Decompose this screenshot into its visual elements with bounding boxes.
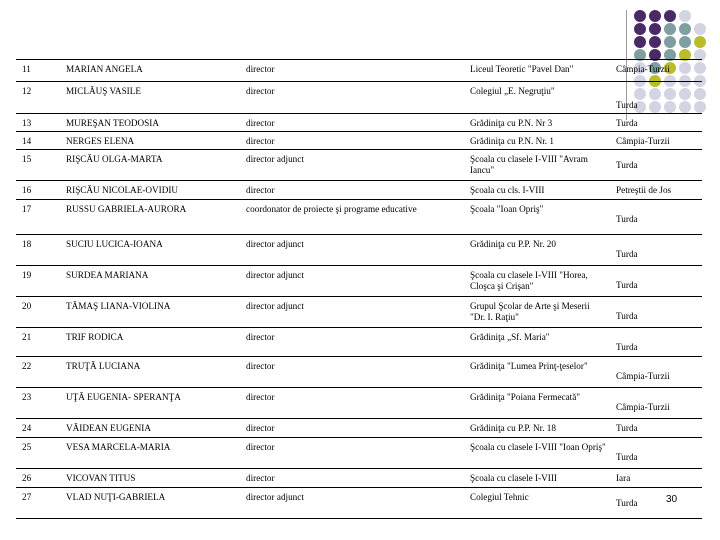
locality-name: Turda — [610, 150, 702, 181]
person-function: director — [240, 132, 464, 150]
person-function: director — [240, 469, 464, 488]
institution-name: Grădiniţa "Poiana Fermecată" — [464, 388, 610, 419]
decorative-dot — [694, 36, 706, 48]
locality-name: Turda — [610, 419, 702, 438]
person-name: RIŞCĂU OLGA-MARTA — [60, 150, 240, 181]
decorative-dot — [649, 10, 661, 22]
person-function: director adjunct — [240, 266, 464, 297]
person-function: director — [240, 438, 464, 469]
person-function: director adjunct — [240, 235, 464, 266]
person-function: director adjunct — [240, 488, 464, 519]
table-row — [16, 357, 702, 388]
person-function: director — [240, 82, 464, 114]
decorative-dot — [649, 23, 661, 35]
row-number: 13 — [16, 114, 60, 132]
decorative-dot — [664, 23, 676, 35]
locality-name: Turda — [610, 200, 702, 235]
person-function: director adjunct — [240, 150, 464, 181]
decorative-dot — [634, 10, 646, 22]
person-function: coordonator de proiecte şi programe educative — [240, 200, 464, 235]
row-number: 25 — [16, 438, 60, 469]
row-number: 12 — [16, 82, 60, 114]
decorative-dot — [679, 23, 691, 35]
institution-name: Grădiniţa cu P.P. Nr. 18 — [464, 419, 610, 438]
locality-name: Turda — [610, 297, 702, 328]
row-number: 23 — [16, 388, 60, 419]
locality-name: Turda — [610, 488, 702, 519]
person-name: TĂMAŞ LIANA-VIOLINA — [60, 297, 240, 328]
row-number: 15 — [16, 150, 60, 181]
row-number: 27 — [16, 488, 60, 519]
institution-name: Grădiniţa cu P.N. Nr. 1 — [464, 132, 610, 150]
decorative-dot — [679, 10, 691, 22]
institution-name: Grupul Şcolar de Arte şi Meserii "Dr. I. Raţiu" — [464, 297, 610, 328]
table-row — [16, 235, 702, 266]
person-function: director — [240, 60, 464, 82]
person-name: RUSSU GABRIELA-AURORA — [60, 200, 240, 235]
person-name: UŢĂ EUGENIA- SPERANŢA — [60, 388, 240, 419]
person-function: director — [240, 419, 464, 438]
person-function: director — [240, 357, 464, 388]
locality-name: Petreştii de Jos — [610, 181, 702, 200]
table-row — [16, 266, 702, 297]
decorative-dot — [694, 23, 706, 35]
table-row — [16, 60, 702, 82]
locality-name: Câmpia-Turzii — [610, 388, 702, 419]
decorative-dot — [634, 36, 646, 48]
locality-name: Turda — [610, 235, 702, 266]
person-name: TRUŢĂ LUCIANA — [60, 357, 240, 388]
person-function: director — [240, 388, 464, 419]
person-function: director — [240, 181, 464, 200]
decorative-dot — [649, 36, 661, 48]
locality-name: Turda — [610, 114, 702, 132]
row-number: 16 — [16, 181, 60, 200]
person-name: VICOVAN TITUS — [60, 469, 240, 488]
directors-table — [16, 59, 702, 519]
institution-name: Şcoala "Ioan Opriş" — [464, 200, 610, 235]
table-row — [16, 438, 702, 469]
person-name: VLAD NUŢI-GABRIELA — [60, 488, 240, 519]
person-name: SUCIU LUCICA-IOANA — [60, 235, 240, 266]
decorative-dot — [634, 23, 646, 35]
table-row — [16, 150, 702, 181]
person-function: director — [240, 328, 464, 357]
locality-name: Câmpia-Turzii — [610, 60, 702, 82]
person-function: director — [240, 114, 464, 132]
table-row — [16, 82, 702, 114]
decorative-dot — [679, 36, 691, 48]
table-row — [16, 328, 702, 357]
institution-name: Şcoala cu clasele I-VIII "Ioan Opriş" — [464, 438, 610, 469]
table-row — [16, 114, 702, 132]
table-row — [16, 297, 702, 328]
table-row — [16, 388, 702, 419]
locality-name: Turda — [610, 438, 702, 469]
locality-name: Iara — [610, 469, 702, 488]
row-number: 18 — [16, 235, 60, 266]
person-name: MARIAN ANGELA — [60, 60, 240, 82]
institution-name: Liceul Teoretic "Pavel Dan" — [464, 60, 610, 82]
row-number: 14 — [16, 132, 60, 150]
row-number: 21 — [16, 328, 60, 357]
institution-name: Colegiul Tehnic — [464, 488, 610, 519]
row-number: 26 — [16, 469, 60, 488]
locality-name: Câmpia-Turzii — [610, 132, 702, 150]
institution-name: Şcoala cu clasele I-VIII "Avram Iancu" — [464, 150, 610, 181]
locality-name: Turda — [610, 266, 702, 297]
locality-name: Turda — [610, 82, 702, 114]
locality-name: Câmpia-Turzii — [610, 357, 702, 388]
table-row — [16, 200, 702, 235]
row-number: 17 — [16, 200, 60, 235]
person-name: NERGES ELENA — [60, 132, 240, 150]
person-name: RIŞCĂU NICOLAE-OVIDIU — [60, 181, 240, 200]
institution-name: Şcoala cu clasele I-VIII "Horea, Cloşca şi Crişan" — [464, 266, 610, 297]
page-number: 30 — [666, 494, 678, 505]
person-name: MUREŞAN TEODOSIA — [60, 114, 240, 132]
decorative-dot — [664, 10, 676, 22]
row-number: 22 — [16, 357, 60, 388]
institution-name: Şcoala cu cls. I-VIII — [464, 181, 610, 200]
table-row — [16, 469, 702, 488]
institution-name: Şcoala cu clasele I-VIII — [464, 469, 610, 488]
person-function: director adjunct — [240, 297, 464, 328]
institution-name: Colegiul „E. Negruţiu" — [464, 82, 610, 114]
person-name: TRIF RODICA — [60, 328, 240, 357]
institution-name: Grădiniţa "Lumea Prinţ-ţeselor" — [464, 357, 610, 388]
table-row — [16, 488, 702, 519]
table-row — [16, 419, 702, 438]
person-name: MICLĂUŞ VASILE — [60, 82, 240, 114]
institution-name: Grădiniţa cu P.N. Nr 3 — [464, 114, 610, 132]
row-number: 11 — [16, 60, 60, 82]
person-name: VESA MARCELA-MARIA — [60, 438, 240, 469]
table-row — [16, 181, 702, 200]
person-name: SURDEA MARIANA — [60, 266, 240, 297]
decorative-dot — [664, 36, 676, 48]
institution-name: Grădiniţa cu P.P. Nr. 20 — [464, 235, 610, 266]
row-number: 24 — [16, 419, 60, 438]
locality-name: Turda — [610, 328, 702, 357]
row-number: 20 — [16, 297, 60, 328]
row-number: 19 — [16, 266, 60, 297]
person-name: VĂIDEAN EUGENIA — [60, 419, 240, 438]
institution-name: Grădiniţa „Sf. Maria" — [464, 328, 610, 357]
table-row — [16, 132, 702, 150]
